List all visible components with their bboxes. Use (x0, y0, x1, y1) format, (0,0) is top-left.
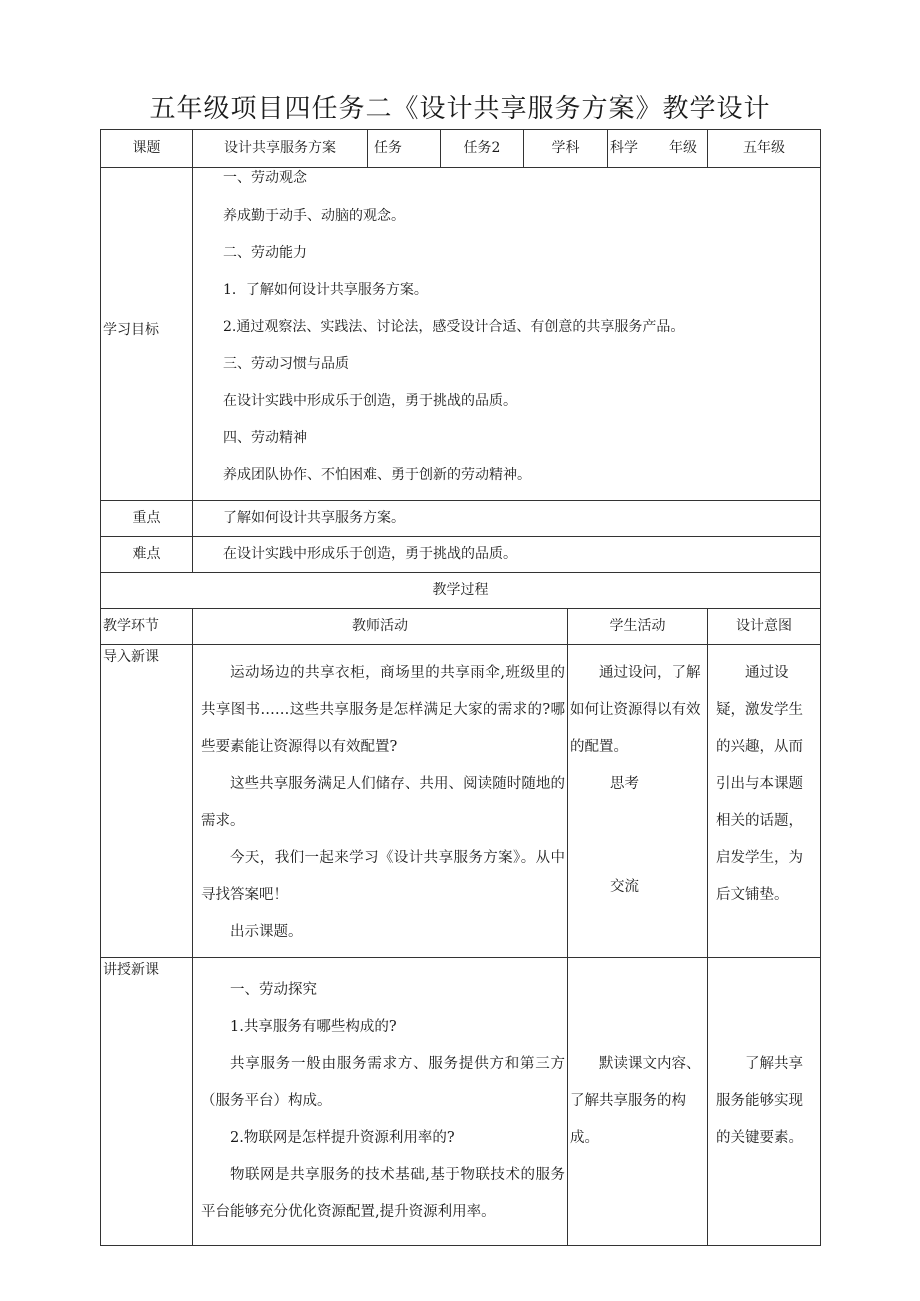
teacher-paragraph: 1.共享服务有哪些构成的? (230, 1019, 397, 1035)
teacher-paragraph: 这些共享服务满足人们储存、共用、阅读随时随地的需求。 (201, 776, 565, 829)
document-title: 五年级项目四任务二《设计共享服务方案》教学设计 (149, 94, 771, 124)
difficulty-text: 在设计实践中形成乐于创造，勇于挑战的品质。 (193, 537, 821, 573)
goal-line: 四、劳动精神 (223, 430, 307, 446)
goals-label: 学习目标 (101, 168, 193, 501)
design-intent (708, 958, 821, 1246)
student-paragraph: 思考 (610, 776, 639, 792)
difficulty-label: 难点 (101, 537, 193, 573)
goal-line: 1．了解如何设计共享服务方案。 (223, 282, 428, 298)
process-title-row (101, 573, 821, 609)
goal-line: 二、劳动能力 (223, 245, 307, 261)
student-activity (568, 645, 708, 958)
student-paragraph: 默读课文内容、了解共享服务的构成。 (570, 1056, 701, 1146)
subject-grade-cell (608, 130, 708, 168)
student-paragraph: 通过设问，了解如何让资源得以有效的配置。 (570, 665, 701, 755)
goal-line: 三、劳动习惯与品质 (223, 356, 349, 372)
subject-label: 学科 (524, 130, 608, 168)
column-header-teacher: 教师活动 (193, 609, 568, 645)
key-point-row (101, 501, 821, 537)
teacher-paragraph: 共享服务一般由服务需求方、服务提供方和第三方（服务平台）构成。 (201, 1056, 565, 1109)
teacher-activity (193, 958, 568, 1246)
lesson-plan-table (100, 129, 821, 1246)
goals-row (101, 168, 821, 501)
design-paragraph: 通过设疑，激发学生的兴趣，从而引出与本课题相关的话题，启发学生，为后文铺垫。 (716, 665, 803, 903)
key-point-label: 重点 (101, 501, 193, 537)
goal-line: 养成团队协作、不怕困难、勇于创新的劳动精神。 (223, 467, 531, 483)
goal-line: 2.通过观察法、实践法、讨论法，感受设计合适、有创意的共享服务产品。 (223, 319, 685, 335)
process-title: 教学过程 (101, 573, 821, 609)
topic-value: 设计共享服务方案 (193, 130, 368, 168)
column-header-student: 学生活动 (568, 609, 708, 645)
subject-value: 科学 (610, 140, 638, 157)
key-point-text: 了解如何设计共享服务方案。 (193, 501, 821, 537)
process-row-lecture (101, 958, 821, 1246)
process-header-row (101, 609, 821, 645)
stage-cell: 讲授新课 (101, 958, 193, 1246)
grade-value: 五年级 (708, 130, 821, 168)
topic-label: 课题 (101, 130, 193, 168)
process-row-intro (101, 645, 821, 958)
task-label: 任务 (368, 130, 441, 168)
goal-line: 在设计实践中形成乐于创造，勇于挑战的品质。 (223, 393, 517, 409)
teacher-paragraph: 出示课题。 (230, 924, 303, 940)
teacher-paragraph: 一、劳动探究 (230, 982, 317, 998)
grade-label: 年级 (669, 140, 697, 157)
column-header-stage: 教学环节 (101, 609, 193, 645)
goals-content (193, 168, 821, 501)
teacher-paragraph: 2.物联网是怎样提升资源利用率的? (230, 1130, 455, 1146)
header-row (101, 130, 821, 168)
student-activity (568, 958, 708, 1246)
teacher-paragraph: 物联网是共享服务的技术基础,基于物联技术的服务平台能够充分优化资源配置,提升资源利用率。 (201, 1167, 565, 1220)
column-header-design: 设计意图 (708, 609, 821, 645)
student-paragraph: 交流 (610, 879, 639, 895)
difficulty-row (101, 537, 821, 573)
goal-line: 养成勤于动手、动脑的观念。 (223, 208, 405, 224)
teacher-paragraph: 运动场边的共享衣柜，商场里的共享雨伞,班级里的共享图书……这些共享服务是怎样满足大家的需求的?哪些要素能让资源得以有效配置? (201, 665, 565, 755)
teacher-paragraph: 今天，我们一起来学习《设计共享服务方案》。从中寻找答案吧！ (201, 850, 565, 903)
design-intent (708, 645, 821, 958)
stage-cell: 导入新课 (101, 645, 193, 958)
teacher-activity (193, 645, 568, 958)
design-paragraph: 了解共享服务能够实现的关键要素。 (716, 1056, 803, 1146)
goal-line: 一、劳动观念 (223, 170, 307, 186)
task-value: 任务2 (441, 130, 524, 168)
